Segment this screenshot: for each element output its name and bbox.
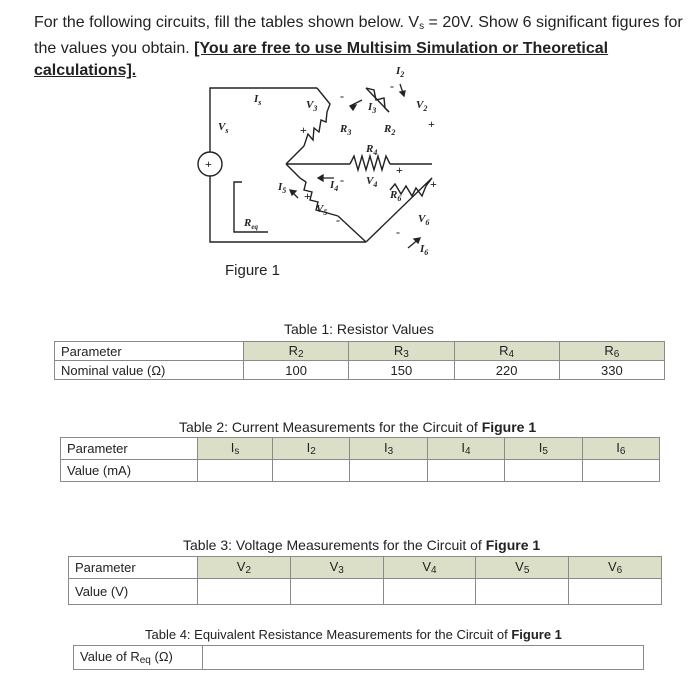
table1-value-r3: 150 [349,361,454,380]
label-i5: $I_5$ [278,181,287,195]
table2 [60,437,660,482]
table3-value-v3[interactable] [290,579,383,605]
table3-header-v5: $V_5$ [476,557,569,579]
table4-label: Value of $R_{eq}$ (Ω) [74,646,203,670]
table2-header-i3: $I_3$ [350,438,427,460]
table4-value-req[interactable] [203,646,644,670]
wire-left-bottom [286,164,300,178]
table2-header-i5: $I_5$ [505,438,582,460]
table3-value-label: Value (V) [69,579,198,605]
arrow-i5 [290,190,298,198]
resistor-r3 [304,88,330,146]
label-i6: $I_6$ [420,243,429,257]
table3 [68,556,662,605]
v4-minus: - [340,173,344,187]
table4 [73,645,644,670]
label-v2: $V_2$ [416,99,428,113]
label-r2: $R_2$ [384,123,396,137]
table1-header-r6: $R_6$ [559,342,664,361]
table2-caption: Table 2: Current Measurements for the Circuit of Figure 1 [179,419,537,435]
label-i2: $I_2$ [396,65,405,79]
resistor-r4 [350,156,390,170]
table1-header-r2: $R_2$ [244,342,349,361]
table3-header-v4: $V_4$ [383,557,476,579]
label-v4: $V_4$ [366,175,378,189]
source-plus: + [205,157,212,171]
table1 [54,341,665,380]
table3-header-v2: $V_2$ [198,557,291,579]
table2-value-label: Value (mA) [61,460,198,482]
table2-value-i2[interactable] [273,460,350,482]
label-req: $R_{eq}$ [244,217,258,231]
problem-statement: For the following circuits, fill the tables shown below. $V_s = 20V$. Show 6 significant figures for the values you obtain. [You are free to use Multisim Simulation or Theoretical calculations]. [34,14,683,79]
v5-minus: - [336,213,340,227]
label-r4: $R_4$ [366,143,378,157]
table1-header-r3: $R_3$ [349,342,454,361]
v5-plus: + [304,189,311,203]
table4-caption: Table 4: Equivalent Resistance Measurements for the Circuit of Figure 1 [145,627,562,642]
v3-plus: + [300,123,307,137]
table3-caption: Table 3: Voltage Measurements for the Circuit of Figure 1 [183,537,541,553]
label-r6: $R_6$ [390,189,402,203]
figure-caption: Figure 1 [225,262,281,279]
table3-header-v3: $V_3$ [290,557,383,579]
table1-value-r6: 330 [559,361,664,380]
v3-minus: - [340,89,344,103]
table3-value-v2[interactable] [198,579,291,605]
table2-value-i3[interactable] [350,460,427,482]
v4-plus: + [396,163,403,177]
table3-value-v5[interactable] [476,579,569,605]
arrow-i6 [408,238,420,248]
table2-header-is: $I_s$ [198,438,273,460]
arrow-i2 [400,84,405,96]
table1-value-r4: 220 [454,361,559,380]
v2-minus: - [390,79,394,93]
table1-value-r2: 100 [244,361,349,380]
table3-value-v4[interactable] [383,579,476,605]
wire-bottom-lower [338,216,366,242]
label-vs: $V_s$ [218,121,229,135]
wire-left-top [286,146,304,164]
table1-value-label: Nominal value (Ω) [55,361,244,380]
table3-value-v6[interactable] [569,579,662,605]
label-i4: $I_4$ [330,179,339,193]
label-v5: $V_5$ [316,203,328,217]
table2-value-i6[interactable] [582,460,659,482]
wire-top-left [210,88,317,152]
table2-value-i4[interactable] [427,460,504,482]
table2-value-i5[interactable] [505,460,582,482]
table2-header-i6: $I_6$ [582,438,659,460]
table2-param-label: Parameter [61,438,198,460]
label-v6: $V_6$ [418,213,430,227]
table2-header-i4: $I_4$ [427,438,504,460]
table1-caption: Table 1: Resistor Values [284,321,434,337]
circuit-diagram [190,60,450,260]
table3-param-label: Parameter [69,557,198,579]
v6-minus: - [396,225,400,239]
table1-param-label: Parameter [55,342,244,361]
label-v3: $V_3$ [306,99,318,113]
label-is: $I_s$ [254,93,262,107]
arrow-i3 [350,100,362,110]
table3-header-v6: $V_6$ [569,557,662,579]
v6-plus: + [430,177,437,191]
table2-value-is[interactable] [198,460,273,482]
label-r3: $R_3$ [340,123,352,137]
table2-header-i2: $I_2$ [273,438,350,460]
table1-header-r4: $R_4$ [454,342,559,361]
v2-plus: + [428,117,435,131]
label-i3: $I_3$ [368,101,377,115]
